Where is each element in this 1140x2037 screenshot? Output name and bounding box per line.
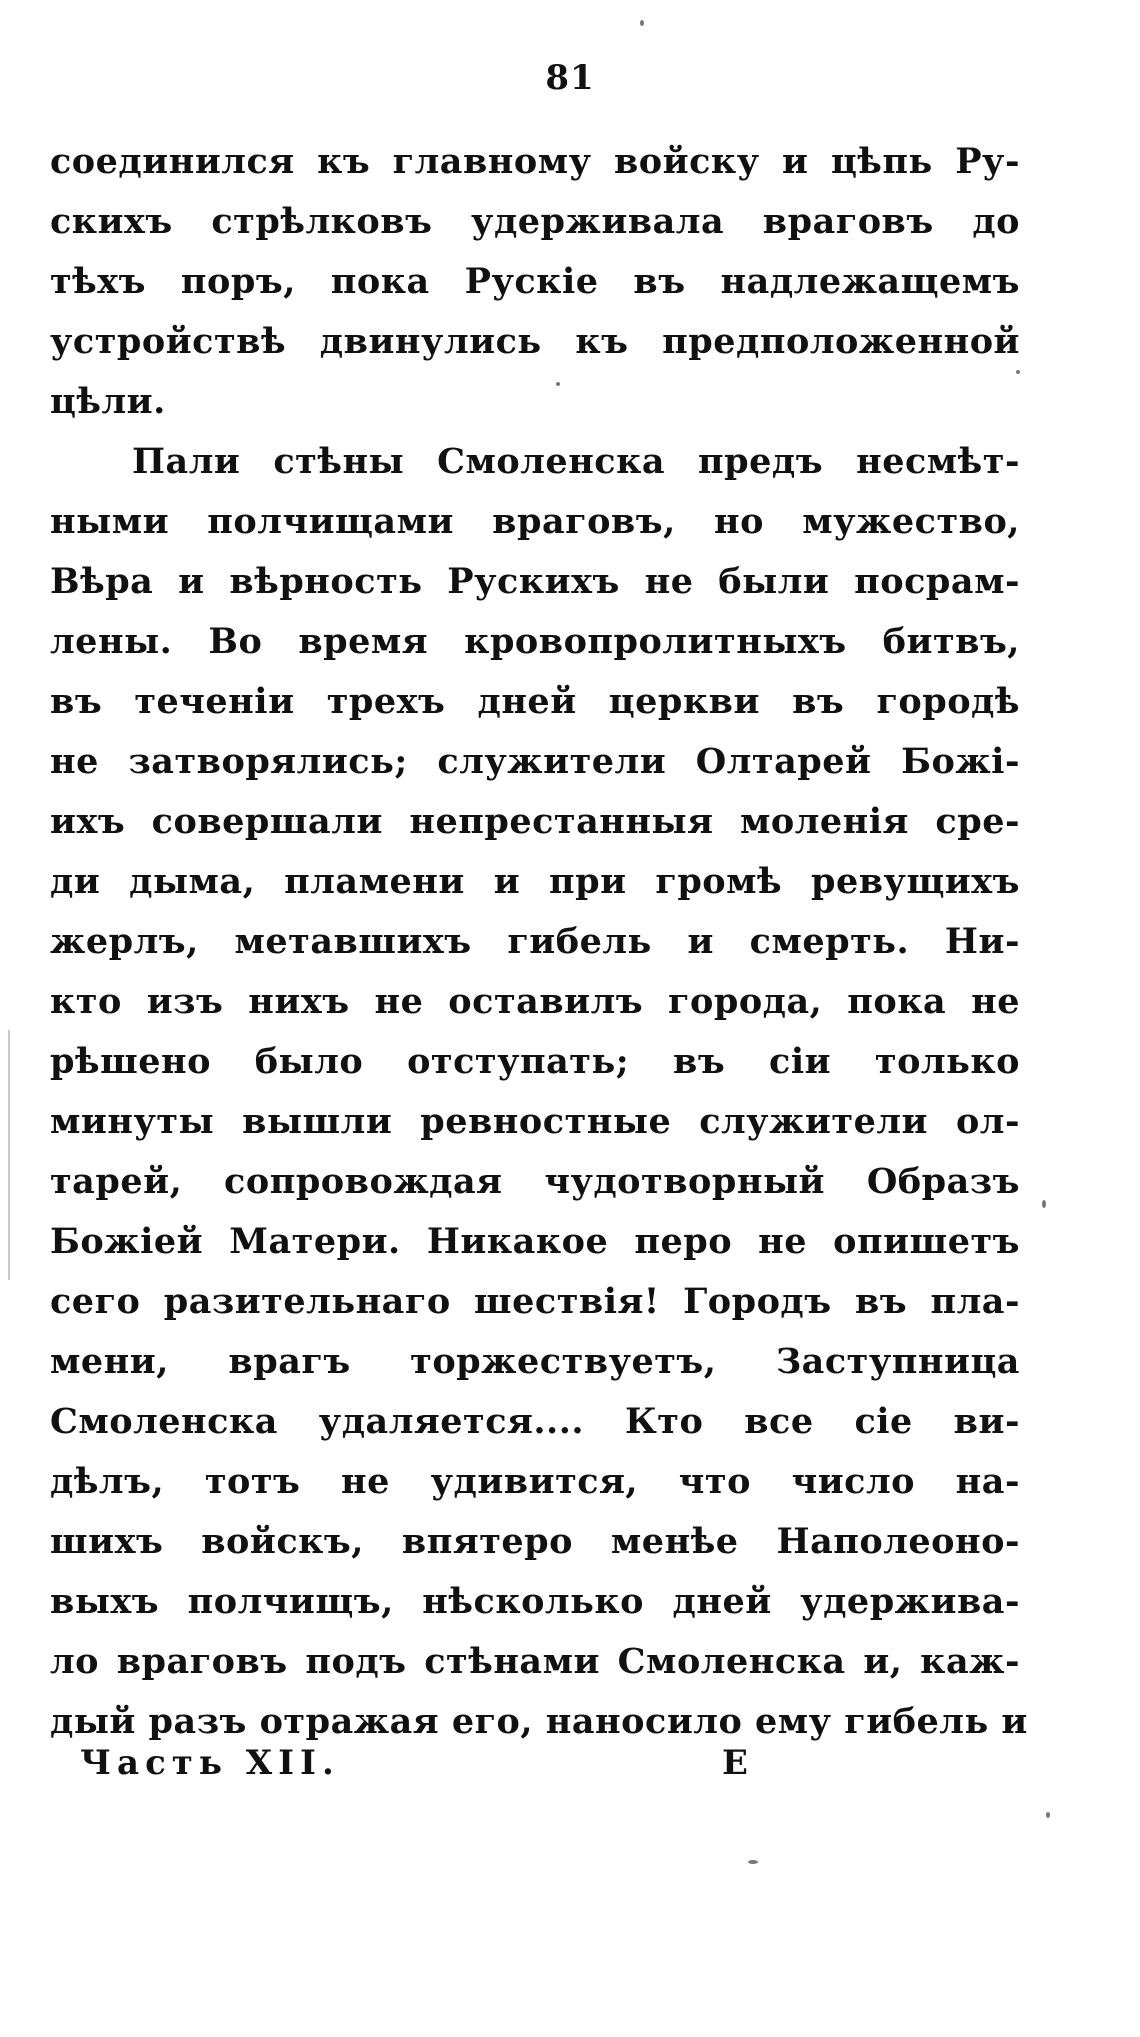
text-line-18: тарей, сопровождая чудотворный Образъ xyxy=(50,1161,1020,1202)
body-text xyxy=(50,132,1028,1752)
text-line-19: Божіей Матери. Никакое перо не опишетъ xyxy=(50,1221,1020,1262)
page-number: 81 xyxy=(545,58,595,98)
text-line-7: ными полчищами враговъ, но мужество, xyxy=(50,501,1020,542)
text-line-4: устройствѣ двинулись къ предположенной xyxy=(50,321,1020,362)
text-line-26: ло враговъ подъ стѣнами Смоленска и, каж- xyxy=(50,1641,1020,1682)
text-line-8: Вѣра и вѣрность Руcкихъ не были посрам- xyxy=(50,561,1020,602)
text-line-12: ихъ совершали непрестанныя моленія сре- xyxy=(50,801,1020,842)
text-line-22: Смоленска удаляется.... Кто все сіе ви- xyxy=(50,1401,1020,1442)
page-footer xyxy=(80,1738,780,1788)
text-line-20: сего разительнаго шествія! Городъ въ пла- xyxy=(50,1281,1020,1322)
text-line-25: выхъ полчищъ, нѣсколько дней удержива- xyxy=(50,1581,1020,1622)
text-line-24: шихъ войскъ, впятеро менѣе Наполеоно- xyxy=(50,1521,1020,1562)
text-line-27: дый разъ отражая его, наносило ему гибель и xyxy=(50,1701,1028,1742)
text-line-11: не затворялись; служители Олтарей Божі- xyxy=(50,741,1020,782)
text-line-2: скихъ стрѣлковъ удерживала враговъ до xyxy=(50,201,1020,242)
text-line-10: въ теченіи трехъ дней церкви въ городѣ xyxy=(50,681,1020,722)
text-line-1: соединился къ главному войску и цѣпь Ру- xyxy=(50,141,1020,182)
text-line-13: ди дыма, пламени и при громѣ ревущихъ xyxy=(50,861,1020,902)
text-line-6: Пали стѣны Смоленска предъ несмѣт- xyxy=(132,441,1020,482)
text-line-9: лены. Во время кровопролитныхъ битвъ, xyxy=(50,621,1020,662)
margin-rule xyxy=(8,1030,10,1280)
text-line-17: минуты вышли ревностные служители ол- xyxy=(50,1101,1020,1142)
print-speck xyxy=(748,1860,758,1864)
part-label: Часть XII. xyxy=(80,1743,340,1783)
text-line-3: тѣхъ поръ, пока Рускіе въ надлежащемъ xyxy=(50,261,1020,302)
text-line-16: рѣшено было отступать; въ сіи только xyxy=(50,1041,1020,1082)
print-speck xyxy=(1042,1200,1046,1208)
text-line-23: дѣлъ, тотъ не удивится, что число на- xyxy=(50,1461,1020,1502)
print-speck xyxy=(1046,1812,1050,1818)
text-line-5: цѣли. xyxy=(50,381,166,422)
print-speck xyxy=(1016,370,1020,374)
print-speck xyxy=(640,20,644,26)
text-line-21: мени, врагъ торжествуетъ, Заступница xyxy=(50,1341,1020,1382)
print-speck xyxy=(556,382,560,386)
signature-mark: E xyxy=(722,1743,748,1783)
text-line-15: кто изъ нихъ не оставилъ города, пока не xyxy=(50,981,1020,1022)
text-line-14: жерлъ, метавшихъ гибель и смерть. Ни- xyxy=(50,921,1020,962)
